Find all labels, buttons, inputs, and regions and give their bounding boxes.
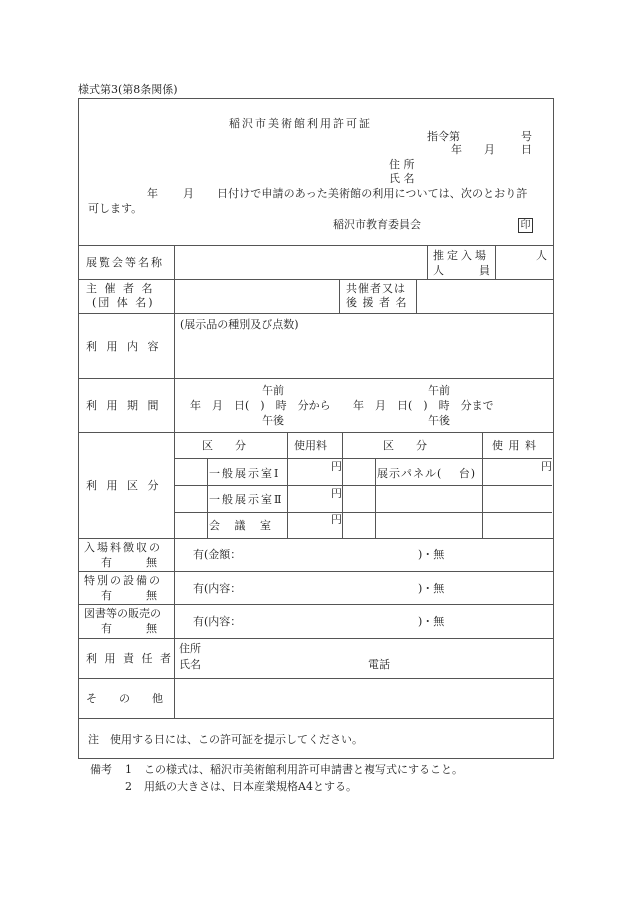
item-meeting-room: 会 議 室 — [209, 519, 271, 532]
checkbox-meeting-room[interactable] — [176, 514, 206, 537]
table-rule — [78, 279, 553, 280]
table-rule — [174, 485, 552, 486]
attendance-label-1: 推定入場 — [433, 249, 489, 262]
table-rule — [78, 678, 553, 679]
admission-label-yes: 有 — [101, 556, 112, 569]
directive-suffix: 号 — [521, 130, 532, 143]
period-from-pm: 午後 — [262, 414, 284, 427]
usage-content-label: 利 用 内 容 — [86, 340, 162, 353]
equipment-value-prefix: 有(内容： — [193, 582, 242, 595]
category-col-header: 区 分 — [202, 439, 246, 452]
equipment-label-yes: 有 — [101, 589, 112, 602]
usage-note: 注 使用する日には、この許可証を提示してください。 — [88, 733, 363, 746]
fee-col-header-2: 使 用 料 — [492, 439, 537, 452]
responsible-address: 住所 — [179, 642, 201, 655]
period-to-am: 午前 — [428, 384, 450, 397]
sales-label-no: 無 — [146, 622, 157, 635]
item-gallery-2: 一般展示室Ⅱ — [209, 493, 284, 506]
table-rule — [174, 458, 552, 459]
attendance-label-2a: 人 — [433, 264, 444, 277]
other-field[interactable] — [176, 680, 551, 717]
table-rule — [416, 279, 417, 313]
table-rule — [207, 458, 208, 538]
co-organizer-field[interactable] — [418, 281, 551, 312]
table-rule — [287, 432, 288, 538]
table-rule — [78, 571, 553, 572]
date-day: 日 — [521, 143, 532, 156]
table-rule — [342, 432, 343, 538]
fee-yen-3: 円 — [331, 513, 342, 526]
usage-content-field[interactable] — [176, 332, 551, 377]
fee-yen-1: 円 — [331, 460, 342, 473]
table-rule — [495, 245, 496, 279]
remark-2-number: 2 — [125, 780, 132, 793]
admission-label-no: 無 — [146, 556, 157, 569]
organizer-field[interactable] — [176, 281, 338, 312]
item-display-panel: 展示パネル( 台) — [377, 467, 477, 480]
sales-label-yes: 有 — [101, 622, 112, 635]
equipment-label-no: 無 — [146, 589, 157, 602]
admission-label-1: 入場料徴収の — [84, 541, 162, 554]
responsible-label: 利 用 責 任 者 — [86, 652, 173, 665]
body-text-line2: 可します。 — [88, 202, 143, 215]
table-rule — [78, 638, 553, 639]
table-rule — [78, 538, 553, 539]
exhibition-name-field[interactable] — [176, 247, 426, 278]
table-rule — [174, 512, 552, 513]
table-rule — [482, 432, 483, 538]
admission-value-suffix: )・無 — [418, 548, 445, 561]
fee-yen-panel: 円 — [541, 460, 552, 473]
body-text-line1: 日付けで申請のあった美術館の利用については、次のとおり許 — [217, 187, 528, 200]
co-organizer-label-1: 共催者又は — [346, 282, 406, 295]
admission-value-prefix: 有(金額： — [193, 548, 242, 561]
applicant-name-label: 氏 名 — [389, 172, 415, 185]
fee-yen-2: 円 — [331, 487, 342, 500]
seal-mark: 印 — [518, 218, 533, 233]
table-rule — [78, 245, 553, 246]
table-rule — [427, 245, 428, 279]
period-from-text: 年 月 日( ) 時 分から — [190, 399, 331, 412]
item-gallery-1: 一般展示室Ⅰ — [209, 467, 281, 480]
remark-1-number: 1 — [125, 763, 132, 776]
category-col-header-2: 区 分 — [383, 439, 427, 452]
table-rule — [339, 279, 340, 313]
issuer: 稲沢市教育委員会 — [333, 218, 421, 231]
table-rule — [78, 378, 553, 379]
checkbox-gallery-2[interactable] — [176, 487, 206, 511]
table-rule — [375, 458, 376, 538]
other-label: そ の 他 — [86, 692, 163, 705]
attendance-unit: 人 — [536, 249, 547, 262]
remark-1-text: この様式は、稲沢市美術館利用許可申請書と複写式にすること。 — [144, 763, 463, 776]
checkbox-panel[interactable] — [344, 460, 374, 484]
table-rule — [78, 718, 553, 719]
usage-content-hint: (展示品の種別及び点数) — [180, 318, 299, 331]
form-caption: 様式第3(第8条関係) — [78, 83, 178, 96]
body-month: 月 — [183, 187, 194, 200]
remark-2-text: 用紙の大きさは、日本産業規格A4とする。 — [144, 780, 357, 793]
equipment-value-suffix: )・無 — [418, 582, 445, 595]
table-rule — [78, 604, 553, 605]
permit-title: 稲沢市美術館利用許可証 — [229, 117, 372, 130]
period-from-am: 午前 — [262, 384, 284, 397]
organizer-label-2: (団 体 名) — [92, 296, 155, 309]
period-to-text: 年 月 日( ) 時 分まで — [353, 399, 494, 412]
directive-prefix: 指令第 — [427, 130, 460, 143]
table-rule — [78, 313, 553, 314]
attendance-label-2b: 員 — [479, 264, 490, 277]
usage-period-label: 利 用 期 間 — [86, 399, 162, 412]
date-month: 月 — [484, 143, 495, 156]
sales-label-1: 図書等の販売の — [84, 607, 161, 620]
period-to-pm: 午後 — [428, 414, 450, 427]
exhibition-name-label: 展覧会等名称 — [86, 256, 164, 269]
remarks-label: 備考 — [90, 763, 112, 776]
fee-col-header: 使用料 — [294, 439, 327, 452]
equipment-label-1: 特別の設備の — [84, 574, 162, 587]
sales-value-prefix: 有(内容： — [193, 615, 242, 628]
checkbox-gallery-1[interactable] — [176, 460, 206, 484]
applicant-address-label: 住 所 — [389, 158, 415, 171]
body-year: 年 — [147, 187, 158, 200]
usage-category-label: 利 用 区 分 — [86, 479, 162, 492]
co-organizer-label-2: 後 援 者 名 — [346, 296, 408, 309]
responsible-name: 氏名 — [179, 658, 201, 671]
date-year: 年 — [451, 143, 462, 156]
sales-value-suffix: )・無 — [418, 615, 445, 628]
table-rule — [174, 245, 175, 718]
responsible-phone: 電話 — [368, 658, 390, 671]
organizer-label-1: 主 催 者 名 — [86, 282, 155, 295]
